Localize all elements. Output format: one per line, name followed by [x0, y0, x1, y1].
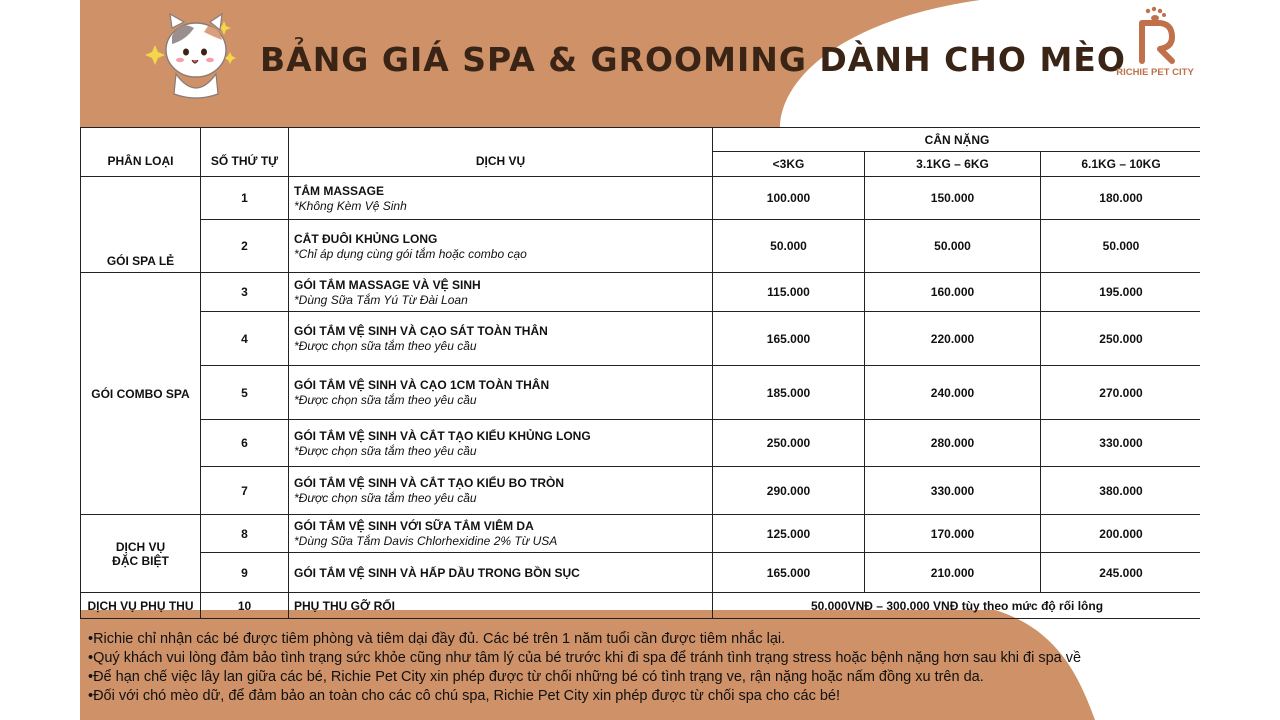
header-weight: CÂN NẶNG: [713, 128, 1201, 152]
price-6-10kg: 380.000: [1041, 467, 1201, 515]
price-3-6kg: 170.000: [865, 515, 1041, 553]
header-weight-3: 6.1KG – 10KG: [1041, 152, 1201, 177]
price-3-6kg: 160.000: [865, 273, 1041, 312]
price-3-6kg: 240.000: [865, 366, 1041, 420]
service-name: GÓI TẮM MASSAGE VÀ VỆ SINH: [294, 277, 481, 292]
service-name: TẮM MASSAGE: [294, 183, 384, 198]
service-name: PHỤ THU GỠ RỐI: [294, 598, 395, 613]
price-3-6kg: 210.000: [865, 553, 1041, 593]
service-cell: [289, 553, 713, 593]
price-6-10kg: 200.000: [1041, 515, 1201, 553]
service-name: GÓI TẮM VỆ SINH VÀ HẤP DẦU TRONG BỒN SỤC: [294, 565, 580, 580]
price-6-10kg: 245.000: [1041, 553, 1201, 593]
header-category: PHÂN LOẠI: [81, 128, 201, 177]
table-row: [81, 420, 1201, 467]
row-number: 4: [201, 312, 289, 366]
price-6-10kg: 180.000: [1041, 177, 1201, 220]
service-cell: [289, 220, 713, 273]
service-name: GÓI TẮM VỆ SINH VÀ CẠO SÁT TOÀN THÂN: [294, 324, 548, 338]
table-row: [81, 593, 1201, 619]
service-cell: [289, 515, 713, 553]
price-under-3kg: 165.000: [713, 553, 865, 593]
table-row: [81, 515, 1201, 553]
service-name: GÓI TẮM VỆ SINH VÀ CẮT TẠO KIỂU KHỦNG LONG: [294, 428, 591, 443]
row-number: 1: [201, 177, 289, 220]
price-6-10kg: 250.000: [1041, 312, 1201, 366]
row-number: 3: [201, 273, 289, 312]
row-number: 5: [201, 366, 289, 420]
service-note: *Được chọn sữa tắm theo yêu cầu: [294, 339, 477, 353]
price-under-3kg: 125.000: [713, 515, 865, 553]
surcharge-price: 50.000VNĐ – 300.000 VNĐ tùy theo mức độ rối lông: [713, 593, 1201, 619]
service-cell: [289, 273, 713, 312]
notes-list: [88, 630, 1198, 706]
paw-r-logo-icon: [1110, 5, 1200, 67]
brand-logo: [1110, 5, 1200, 80]
service-name: GÓI TẮM VỆ SINH VÀ CẠO 1CM TOÀN THÂN: [294, 378, 550, 392]
row-number: 8: [201, 515, 289, 553]
price-sheet: [80, 0, 1200, 720]
category-special: [81, 515, 201, 593]
category-special-line1: DỊCH VỤ: [115, 539, 166, 554]
service-name: GÓI TẮM VỆ SINH VỚI SỮA TẮM VIÊM DA: [294, 519, 534, 533]
note-item: •Để hạn chế việc lây lan giữa các bé, Richie Pet City xin phép được từ chối những bé có tình trạng ve, rận nặng hoặc nấm đồng xu trên da.: [88, 669, 984, 685]
service-cell: [289, 593, 713, 619]
price-under-3kg: 100.000: [713, 177, 865, 220]
service-note: *Được chọn sữa tắm theo yêu cầu: [294, 491, 477, 505]
price-under-3kg: 115.000: [713, 273, 865, 312]
price-under-3kg: 290.000: [713, 467, 865, 515]
service-note: *Dùng Sữa Tắm Davis Chlorhexidine 2% Từ USA: [294, 534, 558, 548]
table-header-row: [81, 128, 1201, 152]
note-item: •Đối với chó mèo dữ, để đảm bảo an toàn cho các cô chú spa, Richie Pet City xin phép được từ chối spa cho các bé!: [88, 688, 841, 704]
price-6-10kg: 50.000: [1041, 220, 1201, 273]
cat-mascot-icon: [142, 6, 242, 102]
table-row: [81, 312, 1201, 366]
table-row: [81, 220, 1201, 273]
page-title: BẢNG GIÁ SPA & GROOMING DÀNH CHO MÈO: [260, 40, 1126, 79]
category-surcharge: DỊCH VỤ PHỤ THU: [81, 593, 201, 619]
category-single: GÓI SPA LẺ: [81, 177, 201, 273]
category-combo: GÓI COMBO SPA: [81, 273, 201, 515]
service-cell: [289, 312, 713, 366]
brand-name: RICHIE PET CITY: [1116, 67, 1194, 78]
service-name: GÓI TẮM VỆ SINH VÀ CẮT TẠO KIỂU BO TRÒN: [294, 476, 565, 490]
service-note: *Chỉ áp dụng cùng gói tắm hoặc combo cạo: [294, 246, 527, 261]
row-number: 9: [201, 553, 289, 593]
service-note: *Dùng Sữa Tắm Yú Từ Đài Loan: [294, 292, 468, 307]
category-special-line2: ĐẶC BIỆT: [112, 553, 169, 568]
price-6-10kg: 270.000: [1041, 366, 1201, 420]
row-number: 2: [201, 220, 289, 273]
price-table: [80, 127, 1200, 619]
price-3-6kg: 330.000: [865, 467, 1041, 515]
header-weight-1: <3KG: [713, 152, 865, 177]
service-note: *Được chọn sữa tắm theo yêu cầu: [294, 393, 477, 407]
service-note: *Được chọn sữa tắm theo yêu cầu: [294, 443, 477, 458]
price-under-3kg: 185.000: [713, 366, 865, 420]
table-row: [81, 467, 1201, 515]
note-item: •Quý khách vui lòng đảm bảo tình trạng sức khỏe cũng như tâm lý của bé trước khi đi spa để tránh tình trạng stress hoặc bệnh nặng hơn sau khi đi spa về: [88, 650, 1082, 666]
price-6-10kg: 195.000: [1041, 273, 1201, 312]
price-3-6kg: 280.000: [865, 420, 1041, 467]
service-cell: [289, 177, 713, 220]
price-6-10kg: 330.000: [1041, 420, 1201, 467]
price-3-6kg: 220.000: [865, 312, 1041, 366]
table-row: [81, 273, 1201, 312]
service-cell: [289, 420, 713, 467]
header-service: DỊCH VỤ: [289, 128, 713, 177]
header-weight-2: 3.1KG – 6KG: [865, 152, 1041, 177]
price-under-3kg: 50.000: [713, 220, 865, 273]
price-3-6kg: 150.000: [865, 177, 1041, 220]
price-3-6kg: 50.000: [865, 220, 1041, 273]
table-row: [81, 553, 1201, 593]
row-number: 6: [201, 420, 289, 467]
service-cell: [289, 366, 713, 420]
header-number: SỐ THỨ TỰ: [201, 128, 289, 177]
note-item: •Richie chỉ nhận các bé được tiêm phòng và tiêm dại đầy đủ. Các bé trên 1 năm tuổi cần được tiêm nhắc lại.: [88, 631, 786, 647]
table-row: [81, 366, 1201, 420]
price-under-3kg: 165.000: [713, 312, 865, 366]
table-row: [81, 177, 1201, 220]
service-name: CẮT ĐUÔI KHỦNG LONG: [294, 231, 438, 246]
row-number: 10: [201, 593, 289, 619]
price-under-3kg: 250.000: [713, 420, 865, 467]
row-number: 7: [201, 467, 289, 515]
service-note: *Không Kèm Vệ Sinh: [294, 198, 407, 213]
service-cell: [289, 467, 713, 515]
